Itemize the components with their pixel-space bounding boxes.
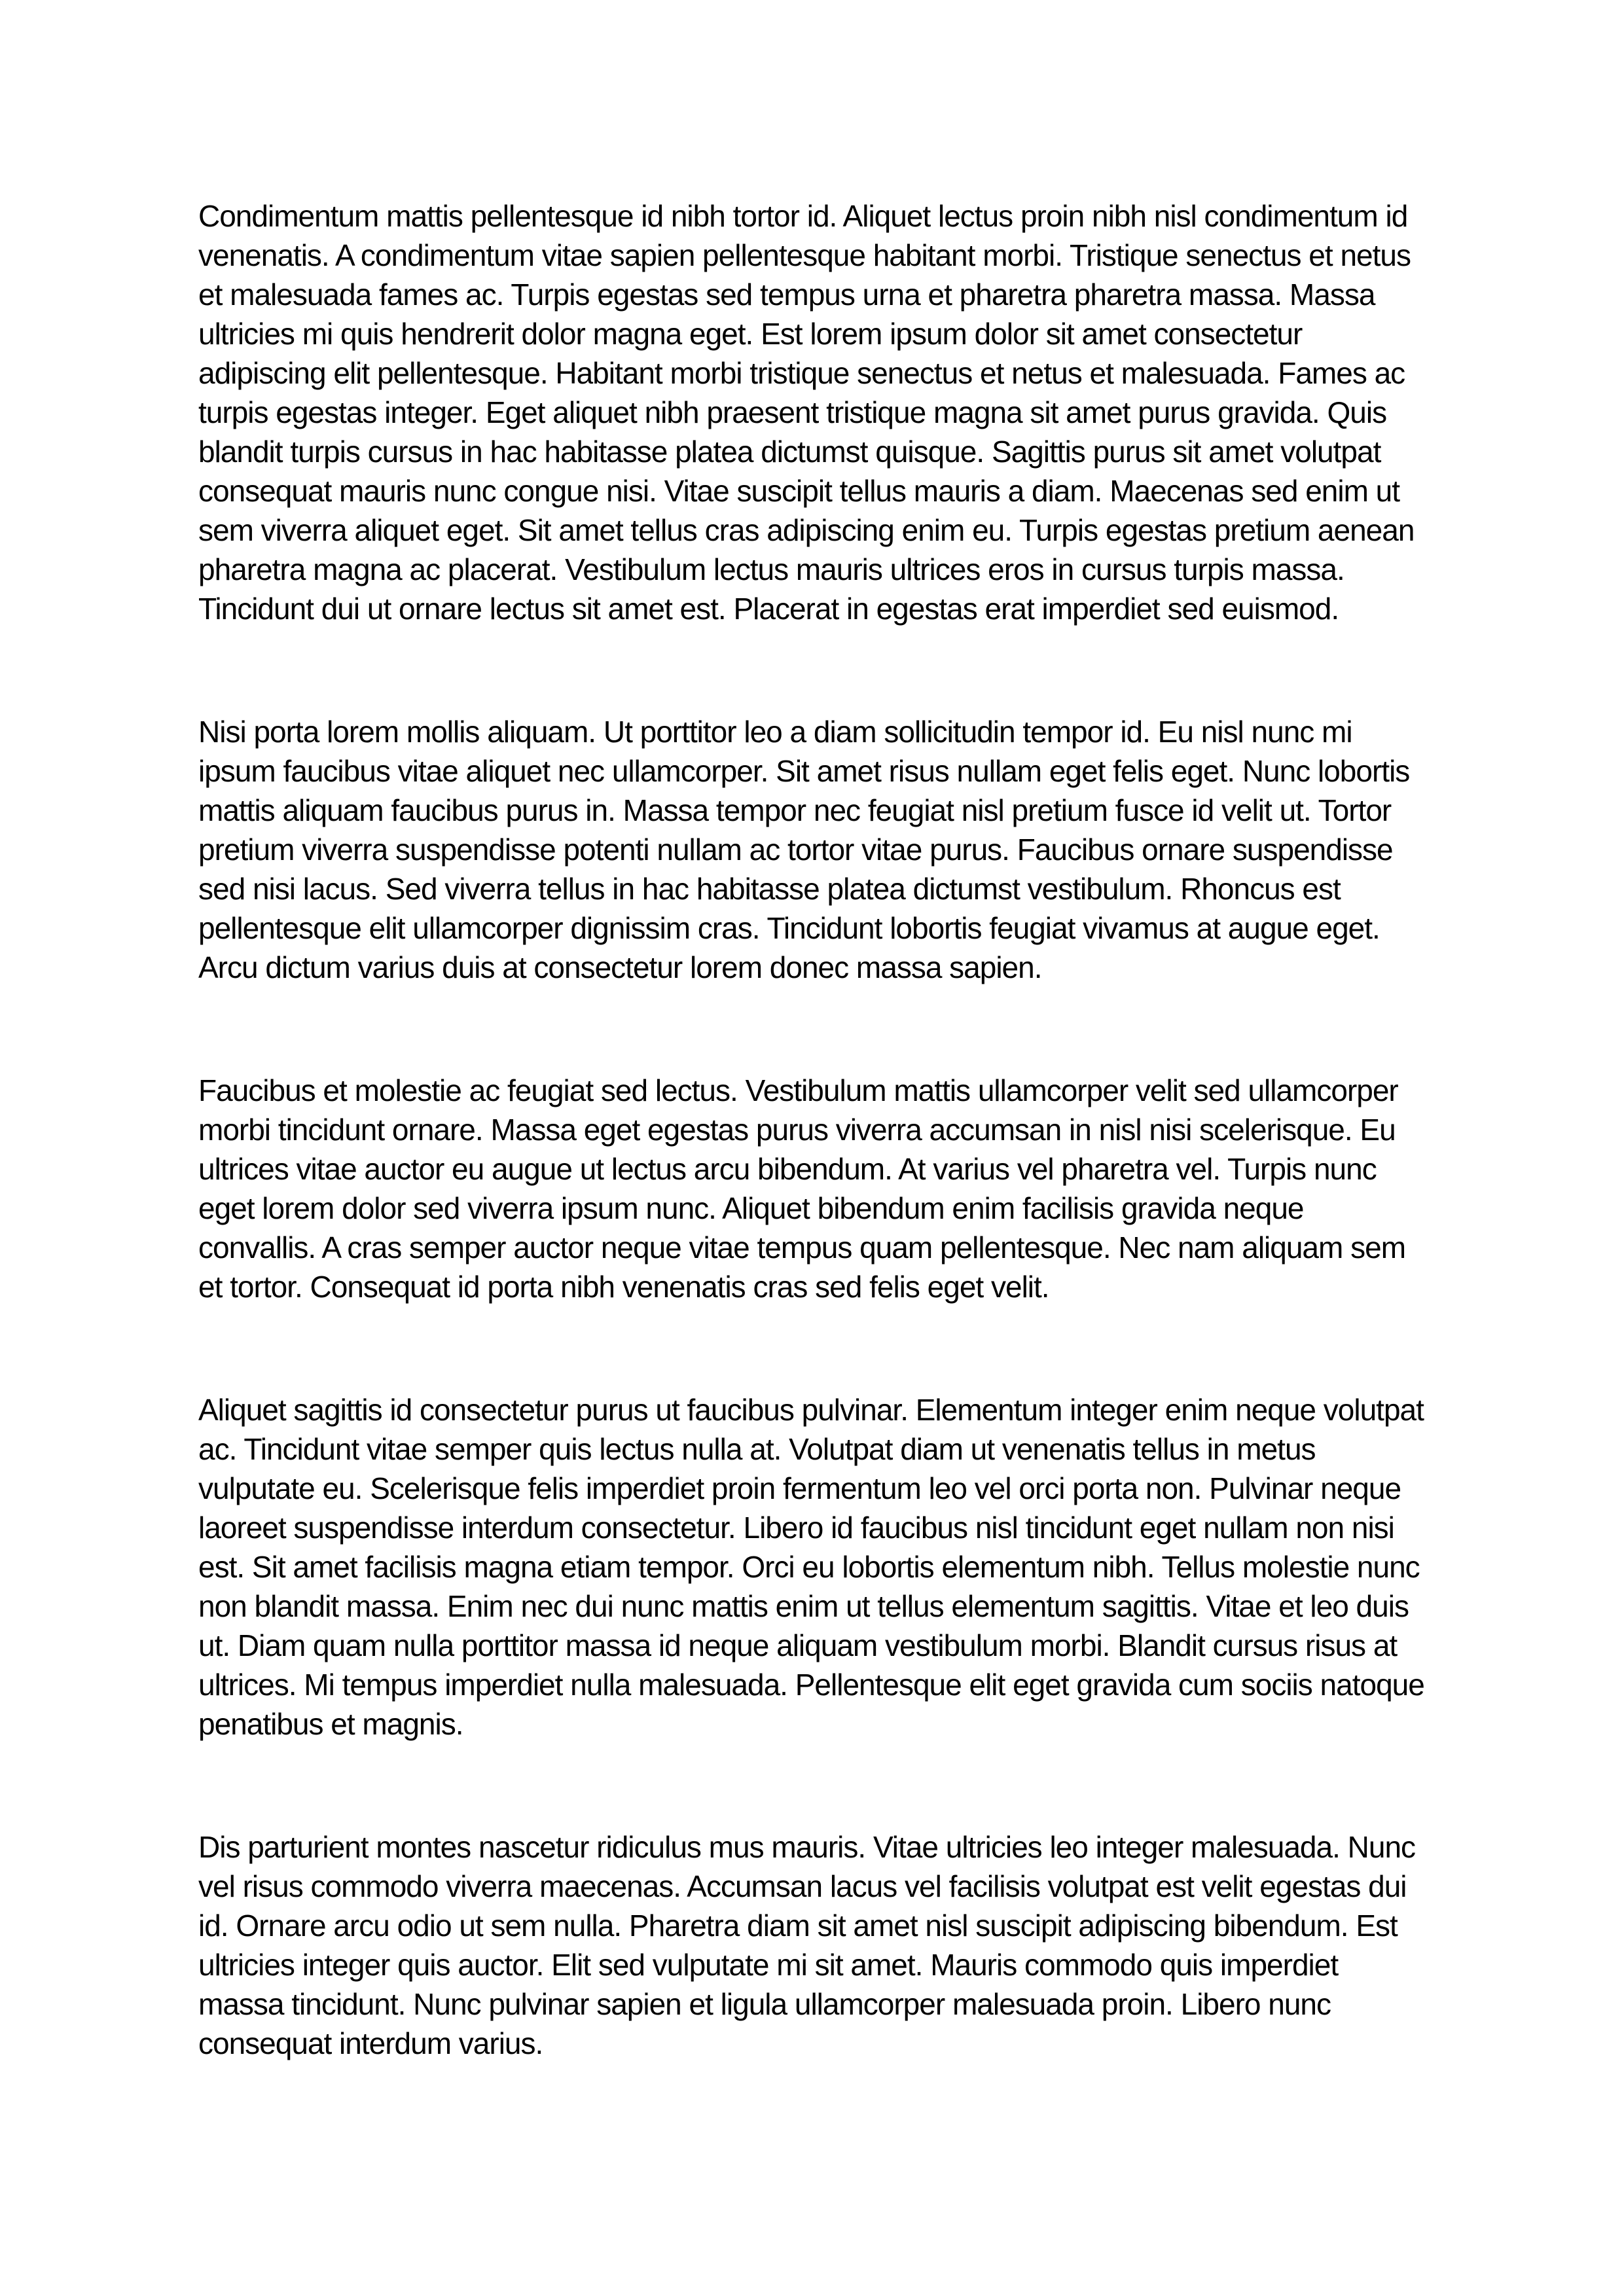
paragraph: Nisi porta lorem mollis aliquam. Ut porttitor leo a diam sollicitudin tempor id. Eu nisl nunc mi ipsum faucibus vitae aliquet nec ullamcorper. Sit amet risus nullam eget felis eget. Nunc lobortis mattis aliquam faucibus purus in. Massa tempor nec feugiat nisl pretium fusce id velit ut. Tortor pretium viverra suspendisse potenti nullam ac tortor vitae purus. Faucibus ornare suspendisse sed nisi lacus. Sed viverra tellus in hac habitasse platea dictumst vestibulum. Rhoncus est pellentesque elit ullamcorper dignissim cras. Tincidunt lobortis feugiat vivamus at augue eget. Arcu dictum varius duis at consectetur lorem donec massa sapien.: [198, 715, 1410, 984]
paragraph: Dis parturient montes nascetur ridiculus mus mauris. Vitae ultricies leo integer malesuada. Nunc vel risus commodo viverra maecenas. Accumsan lacus vel facilisis volutpat est velit egestas dui id. Ornare arcu odio ut sem nulla. Pharetra diam sit amet nisl suscipit adipiscing bibendum. Est ultricies integer quis auctor. Elit sed vulputate mi sit amet. Mauris commodo quis imperdiet massa tincidunt. Nunc pulvinar sapien et ligula ullamcorper malesuada proin. Libero nunc consequat interdum varius.: [198, 1830, 1416, 2060]
paragraph: Condimentum mattis pellentesque id nibh tortor id. Aliquet lectus proin nibh nisl condimentum id venenatis. A condimentum vitae sapien pellentesque habitant morbi. Tristique senectus et netus et malesuada fames ac. Turpis egestas sed tempus urna et pharetra pharetra massa. Massa ultricies mi quis hendrerit dolor magna eget. Est lorem ipsum dolor sit amet consectetur adipiscing elit pellentesque. Habitant morbi tristique senectus et netus et malesuada. Fames ac turpis egestas integer. Eget aliquet nibh praesent tristique magna sit amet purus gravida. Quis blandit turpis cursus in hac habitasse platea dictumst quisque. Sagittis purus sit amet volutpat consequat mauris nunc congue nisi. Vitae suscipit tellus mauris a diam. Maecenas sed enim ut sem viverra aliquet eget. Sit amet tellus cras adipiscing enim eu. Turpis egestas pretium aenean pharetra magna ac placerat. Vestibulum lectus mauris ultrices eros in cursus turpis massa. Tincidunt dui ut ornare lectus sit amet est. Placerat in egestas erat imperdiet sed euismod.: [198, 199, 1415, 626]
document-text-body: [198, 196, 1428, 2063]
paragraph: Aliquet sagittis id consectetur purus ut faucibus pulvinar. Elementum integer enim neque volutpat ac. Tincidunt vitae semper quis lectus nulla at. Volutpat diam ut venenatis tellus in metus vulputate eu. Scelerisque felis imperdiet proin fermentum leo vel orci porta non. Pulvinar neque laoreet suspendisse interdum consectetur. Libero id faucibus nisl tincidunt eget nullam non nisi est. Sit amet facilisis magna etiam tempor. Orci eu lobortis elementum nibh. Tellus molestie nunc non blandit massa. Enim nec dui nunc mattis enim ut tellus elementum sagittis. Vitae et leo duis ut. Diam quam nulla porttitor massa id neque aliquam vestibulum morbi. Blandit cursus risus at ultrices. Mi tempus imperdiet nulla malesuada. Pellentesque elit eget gravida cum sociis natoque penatibus et magnis.: [198, 1393, 1424, 1741]
paragraph: Faucibus et molestie ac feugiat sed lectus. Vestibulum mattis ullamcorper velit sed ullamcorper morbi tincidunt ornare. Massa eget egestas purus viverra accumsan in nisl nisi scelerisque. Eu ultrices vitae auctor eu augue ut lectus arcu bibendum. At varius vel pharetra vel. Turpis nunc eget lorem dolor sed viverra ipsum nunc. Aliquet bibendum enim facilisis gravida neque convallis. A cras semper auctor neque vitae tempus quam pellentesque. Nec nam aliquam sem et tortor. Consequat id porta nibh venenatis cras sed felis eget velit.: [198, 1073, 1406, 1304]
